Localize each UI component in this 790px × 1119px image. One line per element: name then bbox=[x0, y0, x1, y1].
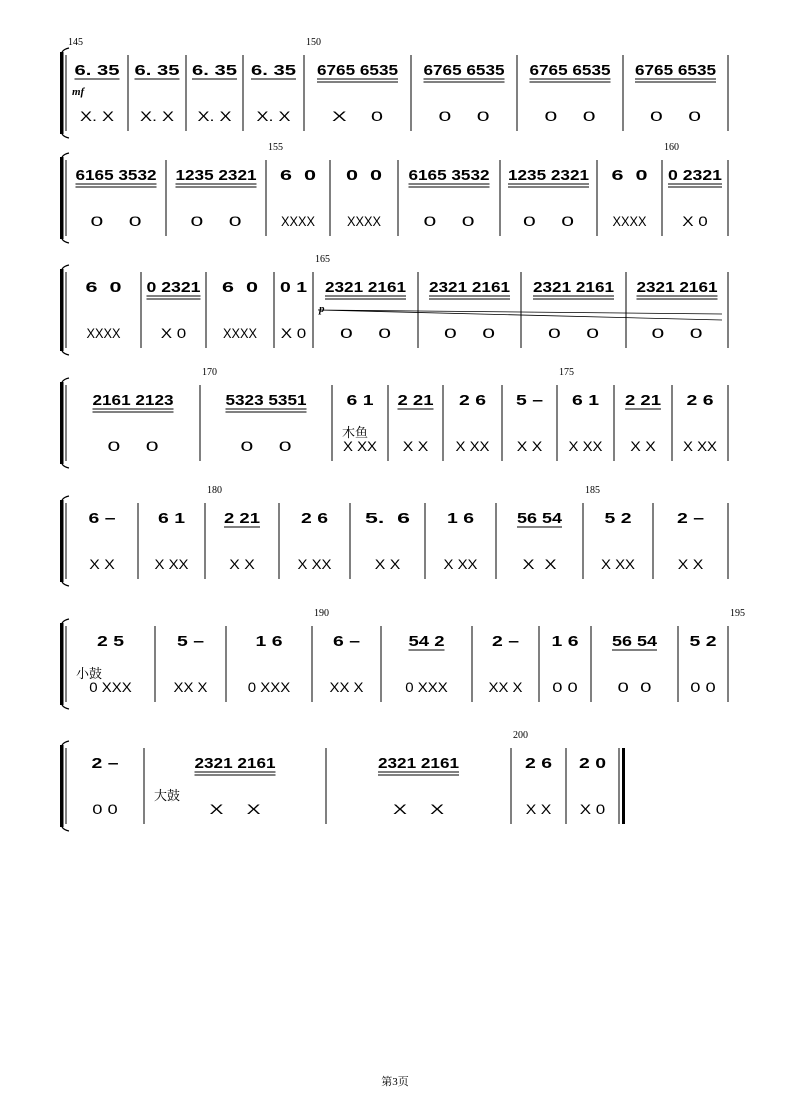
measure-number: 155 bbox=[268, 142, 283, 153]
measure-number: 150 bbox=[306, 37, 321, 48]
melody-notes: 2 21 bbox=[397, 392, 434, 409]
percussion-notes: 0 0 bbox=[190, 214, 242, 229]
staff-system bbox=[60, 142, 728, 243]
melody-notes: 6. 35 bbox=[74, 62, 120, 79]
melody-notes: 6 1 bbox=[158, 510, 185, 527]
measure-number: 195 bbox=[730, 608, 745, 619]
melody-notes: 6. 35 bbox=[192, 62, 237, 79]
percussion-notes: X 0 bbox=[579, 802, 606, 817]
percussion-notes: 0 0 bbox=[92, 802, 118, 817]
percussion-notes: 0 0 bbox=[240, 439, 292, 454]
percussion-notes: 0 0 bbox=[523, 214, 574, 229]
melody-notes: 1235 2321 bbox=[175, 167, 257, 184]
melody-notes: 2 6 bbox=[686, 392, 714, 409]
percussion-notes: XX X bbox=[329, 680, 364, 695]
percussion-notes: X XX bbox=[455, 439, 490, 454]
melody-notes: 0 2321 bbox=[146, 279, 201, 296]
percussion-notes: XXXX bbox=[347, 214, 381, 229]
final-barline-thick bbox=[622, 748, 625, 824]
staff-system bbox=[60, 608, 745, 709]
melody-notes: 6 1 bbox=[572, 392, 599, 409]
percussion-notes: X X bbox=[522, 557, 557, 572]
percussion-notes: 0 0 bbox=[548, 326, 599, 341]
percussion-notes: X 0 bbox=[682, 214, 708, 229]
measure-number: 145 bbox=[68, 37, 83, 48]
melody-notes: 6165 3532 bbox=[408, 167, 490, 184]
percussion-notes: XX X bbox=[488, 680, 523, 695]
hairpin-line bbox=[318, 310, 722, 320]
system-bracket bbox=[60, 52, 64, 134]
page-number: 第3页 bbox=[381, 1076, 409, 1088]
melody-notes: 5 2 bbox=[689, 633, 717, 650]
melody-notes: 2 0 bbox=[579, 755, 606, 772]
melody-notes: 6765 6535 bbox=[529, 62, 611, 79]
percussion-notes: XXXX bbox=[86, 326, 121, 341]
percussion-notes: XX X bbox=[173, 680, 208, 695]
melody-notes: 6 0 bbox=[85, 279, 122, 296]
melody-notes: 56 54 bbox=[612, 633, 658, 650]
system-bracket bbox=[60, 157, 64, 239]
melody-notes: 2 – bbox=[677, 510, 704, 527]
percussion-notes: 0 0 bbox=[90, 214, 142, 229]
melody-notes: 1 6 bbox=[551, 633, 579, 650]
melody-notes: 2 6 bbox=[525, 755, 552, 772]
melody-notes: 2 – bbox=[492, 633, 519, 650]
melody-notes: 6 – bbox=[333, 633, 360, 650]
melody-notes: 2321 2161 bbox=[194, 755, 276, 772]
percussion-notes: X 0 bbox=[280, 326, 307, 341]
melody-notes: 5 – bbox=[177, 633, 204, 650]
melody-notes: 0 1 bbox=[280, 279, 307, 296]
percussion-notes: X. X bbox=[256, 109, 291, 124]
percussion-notes: X X bbox=[525, 802, 552, 817]
melody-notes: 2321 2161 bbox=[429, 279, 510, 296]
instrument-label: 木鱼 bbox=[342, 426, 369, 441]
melody-notes: 2 6 bbox=[459, 392, 486, 409]
measure-number: 180 bbox=[207, 485, 222, 496]
melody-notes: 2161 2123 bbox=[92, 392, 174, 409]
measure-number: 185 bbox=[585, 485, 600, 496]
percussion-notes: 0 0 bbox=[544, 109, 596, 124]
percussion-notes: X X bbox=[393, 802, 444, 817]
percussion-notes: XXXX bbox=[612, 214, 647, 229]
melody-notes: 5 – bbox=[516, 392, 543, 409]
instrument-label: 大鼓 bbox=[154, 789, 181, 804]
melody-notes: 0 0 bbox=[346, 167, 382, 184]
melody-notes: 2321 2161 bbox=[325, 279, 406, 296]
percussion-notes: 0 XXX bbox=[89, 680, 132, 695]
staff-system bbox=[60, 730, 625, 831]
melody-notes: 6 0 bbox=[611, 167, 648, 184]
percussion-notes: X X bbox=[677, 557, 704, 572]
melody-notes: 2 21 bbox=[625, 392, 661, 409]
melody-notes: 6765 6535 bbox=[317, 62, 398, 79]
percussion-notes: X X bbox=[209, 802, 261, 817]
percussion-notes: X XX bbox=[343, 439, 377, 454]
melody-notes: 0 2321 bbox=[668, 167, 722, 184]
melody-notes: 6765 6535 bbox=[635, 62, 716, 79]
melody-notes: 5323 5351 bbox=[225, 392, 307, 409]
melody-notes: 2321 2161 bbox=[378, 755, 459, 772]
melody-notes: 2321 2161 bbox=[533, 279, 614, 296]
system-bracket bbox=[60, 623, 64, 705]
percussion-notes: X 0 bbox=[332, 109, 383, 124]
melody-notes: 5. 6 bbox=[365, 510, 410, 527]
melody-notes: 6765 6535 bbox=[423, 62, 505, 79]
decrescendo-hairpin bbox=[318, 310, 722, 320]
percussion-notes: X XX bbox=[568, 439, 603, 454]
staff-system bbox=[60, 37, 728, 138]
percussion-notes: X X bbox=[630, 439, 656, 454]
percussion-notes: 0 0 bbox=[438, 109, 490, 124]
percussion-notes: 0 0 bbox=[340, 326, 391, 341]
percussion-notes: 0 0 bbox=[650, 109, 701, 124]
percussion-notes: X X bbox=[89, 557, 115, 572]
percussion-notes: XXXX bbox=[223, 326, 257, 341]
staff-system bbox=[60, 485, 728, 586]
staff-system bbox=[60, 254, 728, 355]
melody-notes: 6 1 bbox=[346, 392, 374, 409]
percussion-notes: X 0 bbox=[160, 326, 187, 341]
melody-notes: 6. 35 bbox=[251, 62, 296, 79]
melody-notes: 6 – bbox=[88, 510, 116, 527]
melody-notes: 6. 35 bbox=[134, 62, 180, 79]
melody-notes: 2 21 bbox=[224, 510, 260, 527]
percussion-notes: X. X bbox=[197, 109, 232, 124]
melody-notes: 2321 2161 bbox=[636, 279, 718, 296]
melody-notes: 6 0 bbox=[280, 167, 316, 184]
percussion-notes: X X bbox=[374, 557, 401, 572]
percussion-notes: X X bbox=[229, 557, 255, 572]
melody-notes: 2 5 bbox=[97, 633, 124, 650]
percussion-notes: X XX bbox=[601, 557, 635, 572]
melody-notes: 1 6 bbox=[447, 510, 474, 527]
percussion-notes: X. X bbox=[140, 109, 174, 124]
melody-notes: 1235 2321 bbox=[508, 167, 589, 184]
percussion-notes: 0 XXX bbox=[247, 680, 291, 695]
percussion-notes: 0 0 bbox=[444, 326, 495, 341]
staff-system bbox=[60, 367, 728, 468]
percussion-notes: 0 0 bbox=[423, 214, 475, 229]
percussion-notes: X X bbox=[402, 439, 429, 454]
percussion-notes: X XX bbox=[683, 439, 717, 454]
percussion-notes: 0 0 bbox=[617, 680, 652, 695]
melody-notes: 6165 3532 bbox=[75, 167, 157, 184]
system-bracket bbox=[60, 269, 64, 351]
percussion-notes: XXXX bbox=[281, 214, 315, 229]
percussion-notes: 0 0 bbox=[690, 680, 716, 695]
percussion-notes: 0 0 bbox=[651, 326, 703, 341]
melody-notes: 5 2 bbox=[604, 510, 632, 527]
instrument-label: 小鼓 bbox=[76, 667, 103, 682]
percussion-notes: X XX bbox=[297, 557, 332, 572]
percussion-notes: X XX bbox=[443, 557, 478, 572]
system-bracket bbox=[60, 500, 64, 582]
system-bracket bbox=[60, 745, 64, 827]
measure-number: 170 bbox=[202, 367, 217, 378]
percussion-notes: X. X bbox=[80, 109, 114, 124]
measure-number: 200 bbox=[513, 730, 528, 741]
measure-number: 165 bbox=[315, 254, 330, 265]
melody-notes: 2 6 bbox=[301, 510, 328, 527]
melody-notes: 2 – bbox=[91, 755, 119, 772]
melody-notes: 54 2 bbox=[408, 633, 445, 650]
measure-number: 175 bbox=[559, 367, 574, 378]
melody-notes: 1 6 bbox=[255, 633, 283, 650]
system-bracket bbox=[60, 382, 64, 464]
percussion-notes: 0 0 bbox=[107, 439, 159, 454]
percussion-notes: X X bbox=[516, 439, 543, 454]
percussion-notes: 0 XXX bbox=[405, 680, 448, 695]
measure-number: 160 bbox=[664, 142, 679, 153]
percussion-notes: 0 0 bbox=[552, 680, 578, 695]
percussion-notes: X XX bbox=[154, 557, 189, 572]
melody-notes: 6 0 bbox=[222, 279, 258, 296]
melody-notes: 56 54 bbox=[517, 510, 563, 527]
dynamic-marking: p bbox=[319, 303, 325, 315]
measure-number: 190 bbox=[314, 608, 329, 619]
dynamic-marking: mf bbox=[72, 86, 85, 98]
